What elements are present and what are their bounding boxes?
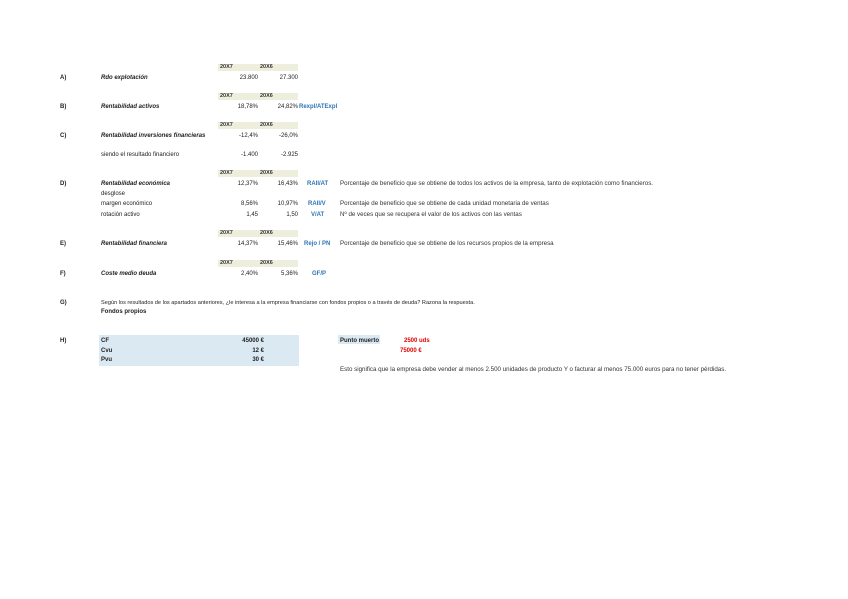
label-cf: CF (101, 338, 109, 344)
year-label-2: 20X6 (260, 260, 273, 266)
section-letter-b: B) (60, 104, 67, 110)
value-b-20x6: 24,82% (277, 104, 298, 110)
formula-f: GF/P (312, 271, 327, 277)
label-rentabilidad-economica: Rentabilidad económica (101, 181, 171, 187)
year-label-2: 20X6 (260, 93, 273, 99)
value-f-20x6: 5,36% (280, 271, 298, 277)
value-pm-units: 2500 uds (404, 338, 430, 344)
label-resultado-financiero: siendo el resultado financiero (101, 152, 180, 158)
value-margen-20x6: 10,97% (277, 201, 298, 207)
value-b-20x7: 18,78% (237, 104, 258, 110)
year-label-2: 20X6 (260, 170, 273, 176)
label-cvu: Cvu (101, 348, 113, 354)
label-rotacion-activo: rotación activo (101, 212, 140, 218)
label-rentabilidad-financiera: Rentabilidad financiera (101, 241, 168, 247)
label-rentabilidad-activos: Rentabilidad activos (101, 104, 160, 110)
section-letter-e: E) (60, 241, 66, 247)
year-label-1: 20X7 (220, 170, 233, 176)
description-d: Porcentaje de beneficio que se obtiene de todos los activos de la empresa, tanto de explotación como financieros. (340, 180, 654, 187)
value-resfin-20x6: -2.925 (280, 152, 298, 158)
section-letter-f: F) (60, 271, 66, 277)
year-label-1: 20X7 (220, 64, 233, 70)
formula-d: RAII/AT (307, 181, 329, 187)
label-desglose: desglose (101, 191, 126, 197)
year-label-2: 20X6 (260, 122, 273, 128)
year-label-1: 20X7 (220, 122, 233, 128)
description-e: Porcentaje de beneficio que se obtiene de los recursos propios de la empresa (340, 240, 554, 247)
value-a-20x7: 23.800 (239, 75, 258, 81)
conclusion-h: Esto significa que la empresa debe vender al menos 2.500 unidades de producto Y o facturar al menos 75.000 euros para no tener pérdidas. (340, 366, 727, 373)
value-c-20x7: -12,4% (238, 133, 258, 139)
value-margen-20x7: 8,56% (240, 201, 258, 207)
formula-b: Rexpl/ATExpl (299, 104, 338, 110)
description-rotacion: Nº de veces que se recupera el valor de los activos con las ventas (340, 211, 522, 218)
label-punto-muerto: Punto muerto (340, 338, 379, 344)
value-e-20x7: 14,37% (237, 241, 258, 247)
section-letter-h: H) (60, 338, 67, 344)
value-cf: 45000 € (242, 338, 264, 344)
label-pvu: Pvu (101, 357, 113, 363)
value-cvu: 12 € (252, 348, 264, 354)
value-d-20x7: 12,37% (237, 181, 258, 187)
section-letter-c: C) (60, 133, 67, 139)
year-label-1: 20X7 (220, 93, 233, 99)
answer-g: Fondos propios (101, 309, 147, 315)
year-header-c (218, 122, 298, 129)
label-rdo-explotacion: Rdo explotación (101, 75, 148, 81)
year-header-f (218, 260, 298, 267)
section-letter-d: D) (60, 181, 67, 187)
year-header-a (218, 64, 298, 71)
value-a-20x6: 27.300 (279, 75, 298, 81)
year-label-1: 20X7 (220, 260, 233, 266)
section-letter-g: G) (60, 300, 67, 306)
label-coste-medio-deuda: Coste medio deuda (101, 271, 157, 277)
year-label-2: 20X6 (260, 230, 273, 236)
value-c-20x6: -26,0% (278, 133, 298, 139)
value-d-20x6: 16,43% (277, 181, 298, 187)
value-e-20x6: 15,46% (277, 241, 298, 247)
cost-table (99, 335, 299, 366)
value-f-20x7: 2,40% (240, 271, 258, 277)
label-rentabilidad-inversiones: Rentabilidad inversiones financieras (101, 133, 206, 139)
formula-margen: RAII/V (308, 201, 326, 207)
value-rotacion-20x6: 1,50 (286, 212, 298, 218)
value-rotacion-20x7: 1,45 (246, 212, 258, 218)
formula-e: Rejo / PN (304, 241, 331, 247)
section-letter-a: A) (60, 75, 67, 81)
year-header-d (218, 170, 298, 177)
value-pvu: 30 € (252, 357, 264, 363)
description-margen: Porcentaje de beneficio que se obtiene de cada unidad monetaria de ventas (340, 200, 549, 207)
year-header-e (218, 230, 298, 237)
year-label-2: 20X6 (260, 64, 273, 70)
value-pm-euros: 75000 € (400, 348, 422, 354)
year-label-1: 20X7 (220, 230, 233, 236)
year-header-b (218, 93, 298, 100)
question-g: Según los resultados de los apartados anteriores, ¿le interesa a la empresa financiarse con fondos propios o a través de deuda? Razona la respuesta. (101, 300, 475, 306)
formula-rotacion: V/AT (311, 212, 325, 218)
value-resfin-20x7: -1.400 (240, 152, 258, 158)
label-margen-economico: margen económico (101, 201, 153, 207)
